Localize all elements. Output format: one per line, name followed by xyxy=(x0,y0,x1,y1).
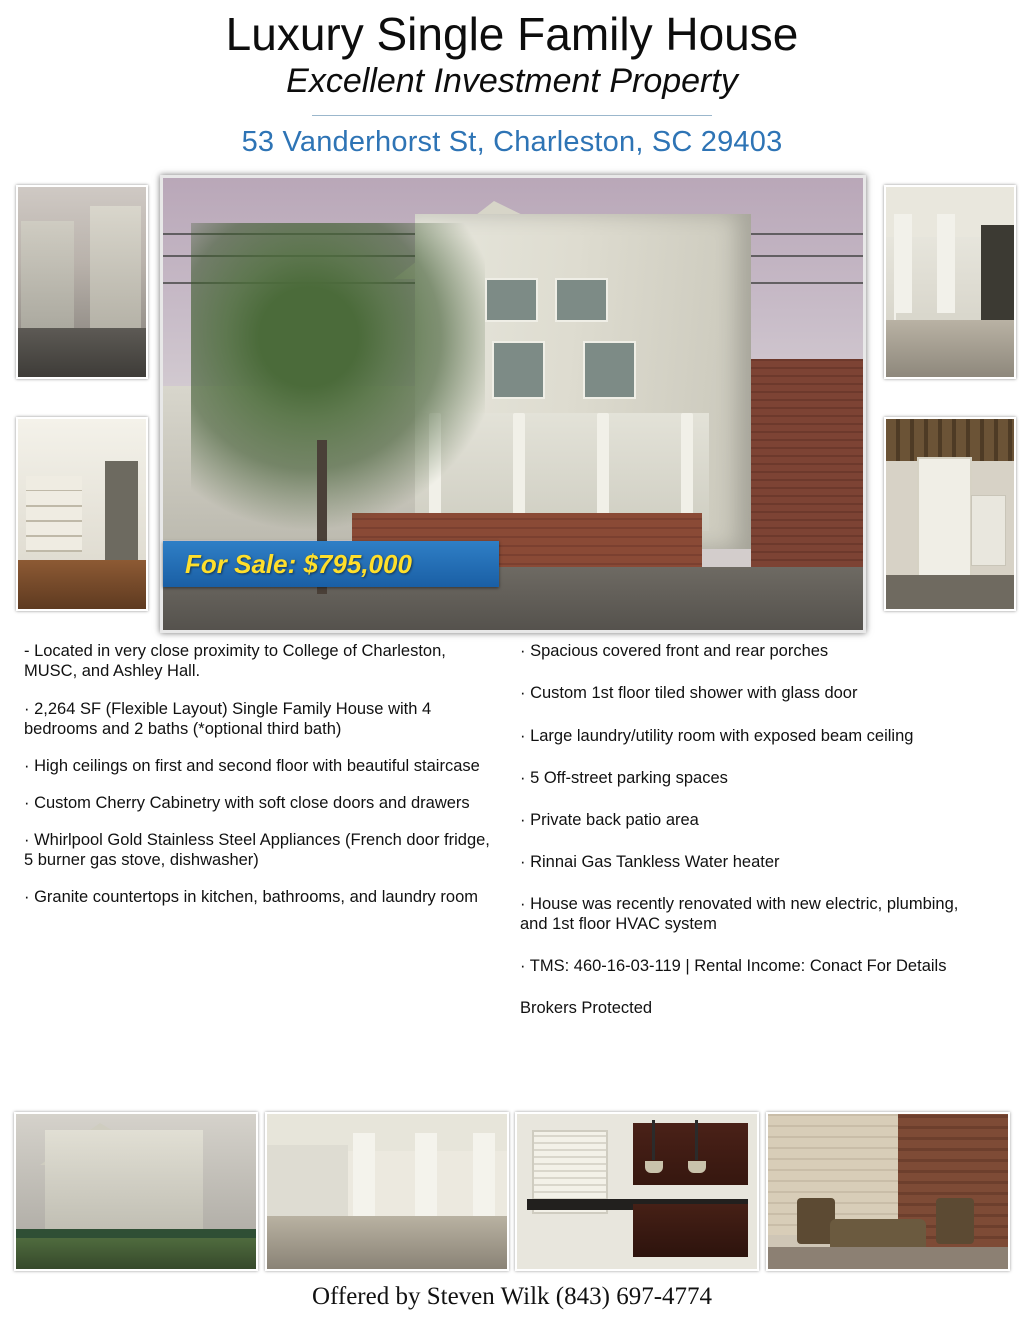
photo-interior-staircase xyxy=(16,417,148,611)
feature-item: · 2,264 SF (Flexible Layout) Single Family House with 4 bedrooms and 2 baths (*optional third bath) xyxy=(24,699,432,738)
flyer-header xyxy=(0,0,1024,159)
feature-item: · Rinnai Gas Tankless Water heater xyxy=(520,852,780,871)
property-address: 53 Vanderhorst St, Charleston, SC 29403 xyxy=(241,126,783,159)
page-subtitle: Excellent Investment Property xyxy=(286,62,738,101)
photo-back-patio-with-furniture xyxy=(766,1112,1010,1271)
photo-laundry-room-with-exposed-beams xyxy=(884,417,1016,611)
photo-covered-porch-with-ceiling-fan xyxy=(884,185,1016,379)
feature-item: · TMS: 460-16-03-119 | Rental Income: Conact For Details xyxy=(520,957,947,976)
price-label: For Sale: $795,000 xyxy=(185,548,412,579)
photo-band xyxy=(0,169,1024,629)
feature-item: · Large laundry/utility room with exposed beam ceiling xyxy=(520,726,914,745)
feature-item: · Private back patio area xyxy=(520,810,699,829)
feature-item: · High ceilings on first and second floor with beautiful staircase xyxy=(24,756,480,775)
feature-item: · Custom 1st floor tiled shower with glass door xyxy=(520,684,858,703)
feature-item: · Whirlpool Gold Stainless Steel Appliances (French door fridge, 5 burner gas stove, dishwasher) xyxy=(24,831,490,870)
page-title: Luxury Single Family House xyxy=(225,8,799,60)
feature-item: Brokers Protected xyxy=(520,999,653,1018)
feature-item: · Spacious covered front and rear porches xyxy=(520,642,829,661)
feature-item: · House was recently renovated with new electric, plumbing, and 1st floor HVAC system xyxy=(520,895,959,934)
photo-kitchen-with-cherry-cabinets xyxy=(515,1112,759,1271)
header-divider xyxy=(312,115,712,116)
feature-column-left xyxy=(24,641,494,1040)
feature-item: - Located in very close proximity to College of Charleston, MUSC, and Ashley Hall. xyxy=(24,642,446,681)
feature-column-right xyxy=(520,641,990,1040)
footer-contact: Offered by Steven Wilk (843) 697-4774 xyxy=(311,1283,713,1310)
photo-front-porch-seating xyxy=(265,1112,509,1271)
feature-item: · Custom Cherry Cabinetry with soft close doors and drawers xyxy=(24,793,470,812)
bottom-photo-strip xyxy=(0,1112,1024,1272)
feature-lists xyxy=(0,629,1024,1040)
photo-street-view-side-of-house xyxy=(16,185,148,379)
photo-house-front-elevation xyxy=(14,1112,258,1271)
feature-item: · 5 Off-street parking spaces xyxy=(520,768,728,787)
feature-item: · Granite countertops in kitchen, bathrooms, and laundry room xyxy=(24,888,478,907)
price-banner xyxy=(163,541,499,587)
